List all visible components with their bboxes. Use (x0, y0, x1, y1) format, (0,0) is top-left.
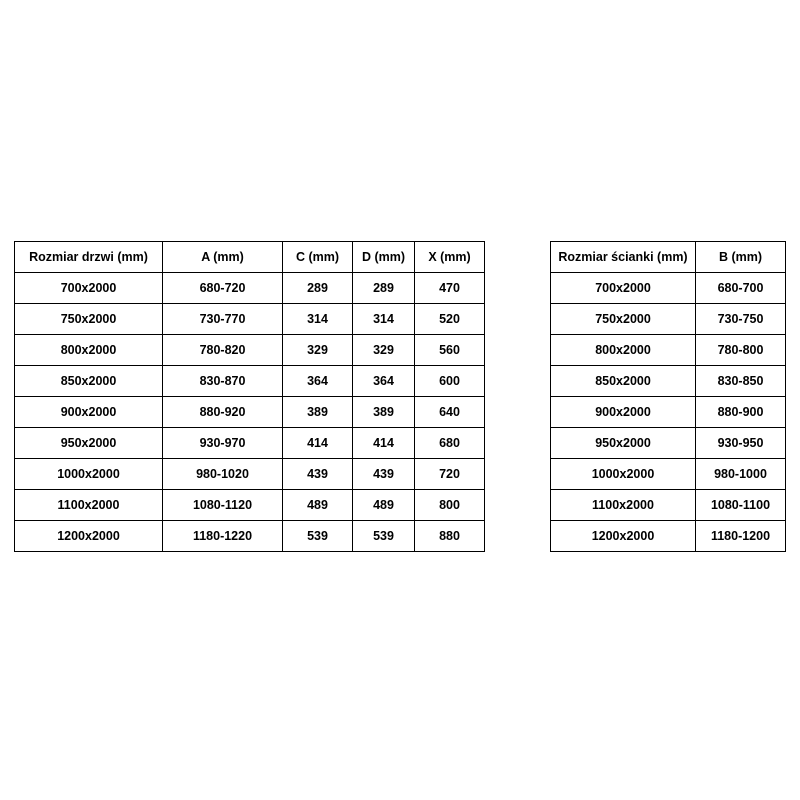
cell-b: 830-850 (696, 366, 786, 397)
table-header-row (551, 242, 786, 273)
table-row (15, 490, 485, 521)
cell-a: 730-770 (163, 304, 283, 335)
cell-door-size: 1100x2000 (15, 490, 163, 521)
cell-door-size: 800x2000 (15, 335, 163, 366)
column-header-a: A (mm) (163, 242, 283, 273)
cell-x: 520 (415, 304, 485, 335)
cell-d: 364 (353, 366, 415, 397)
cell-d: 389 (353, 397, 415, 428)
cell-b: 880-900 (696, 397, 786, 428)
cell-b: 930-950 (696, 428, 786, 459)
cell-door-size: 700x2000 (15, 273, 163, 304)
cell-door-size: 1000x2000 (15, 459, 163, 490)
cell-door-size: 850x2000 (15, 366, 163, 397)
cell-door-size: 1200x2000 (15, 521, 163, 552)
cell-b: 980-1000 (696, 459, 786, 490)
doors-size-table (14, 241, 485, 552)
cell-x: 640 (415, 397, 485, 428)
cell-d: 289 (353, 273, 415, 304)
cell-d: 489 (353, 490, 415, 521)
cell-door-size: 750x2000 (15, 304, 163, 335)
cell-x: 560 (415, 335, 485, 366)
cell-door-size: 950x2000 (15, 428, 163, 459)
table-row (551, 490, 786, 521)
cell-x: 800 (415, 490, 485, 521)
table-row (551, 304, 786, 335)
cell-x: 680 (415, 428, 485, 459)
cell-wall-size: 950x2000 (551, 428, 696, 459)
cell-a: 830-870 (163, 366, 283, 397)
cell-a: 780-820 (163, 335, 283, 366)
cell-c: 539 (283, 521, 353, 552)
cell-wall-size: 800x2000 (551, 335, 696, 366)
cell-a: 930-970 (163, 428, 283, 459)
table-row (15, 304, 485, 335)
cell-a: 1180-1220 (163, 521, 283, 552)
cell-d: 329 (353, 335, 415, 366)
table-row (15, 335, 485, 366)
cell-b: 1180-1200 (696, 521, 786, 552)
cell-wall-size: 1000x2000 (551, 459, 696, 490)
cell-b: 680-700 (696, 273, 786, 304)
cell-wall-size: 900x2000 (551, 397, 696, 428)
table-row (551, 273, 786, 304)
cell-b: 780-800 (696, 335, 786, 366)
tables-container (14, 241, 786, 552)
cell-wall-size: 750x2000 (551, 304, 696, 335)
table-row (15, 273, 485, 304)
cell-wall-size: 850x2000 (551, 366, 696, 397)
table-row (15, 366, 485, 397)
column-header-c: C (mm) (283, 242, 353, 273)
cell-c: 314 (283, 304, 353, 335)
column-header-door-size: Rozmiar drzwi (mm) (15, 242, 163, 273)
cell-d: 314 (353, 304, 415, 335)
cell-c: 329 (283, 335, 353, 366)
cell-c: 289 (283, 273, 353, 304)
cell-wall-size: 1200x2000 (551, 521, 696, 552)
cell-d: 539 (353, 521, 415, 552)
table-row (15, 397, 485, 428)
cell-wall-size: 1100x2000 (551, 490, 696, 521)
table-row (15, 459, 485, 490)
cell-door-size: 900x2000 (15, 397, 163, 428)
table-row (15, 428, 485, 459)
table-header-row (15, 242, 485, 273)
cell-c: 414 (283, 428, 353, 459)
table-row (551, 397, 786, 428)
column-header-b: B (mm) (696, 242, 786, 273)
cell-x: 600 (415, 366, 485, 397)
cell-b: 1080-1100 (696, 490, 786, 521)
wall-size-table (550, 241, 786, 552)
cell-b: 730-750 (696, 304, 786, 335)
table-row (551, 335, 786, 366)
cell-c: 439 (283, 459, 353, 490)
cell-d: 439 (353, 459, 415, 490)
cell-wall-size: 700x2000 (551, 273, 696, 304)
table-row (551, 428, 786, 459)
cell-x: 880 (415, 521, 485, 552)
cell-x: 470 (415, 273, 485, 304)
table-row (551, 521, 786, 552)
cell-x: 720 (415, 459, 485, 490)
table-row (15, 521, 485, 552)
column-header-d: D (mm) (353, 242, 415, 273)
cell-c: 389 (283, 397, 353, 428)
cell-a: 1080-1120 (163, 490, 283, 521)
cell-d: 414 (353, 428, 415, 459)
cell-a: 880-920 (163, 397, 283, 428)
cell-a: 680-720 (163, 273, 283, 304)
column-header-x: X (mm) (415, 242, 485, 273)
cell-c: 364 (283, 366, 353, 397)
table-row (551, 459, 786, 490)
cell-c: 489 (283, 490, 353, 521)
table-row (551, 366, 786, 397)
column-header-wall-size: Rozmiar ścianki (mm) (551, 242, 696, 273)
cell-a: 980-1020 (163, 459, 283, 490)
